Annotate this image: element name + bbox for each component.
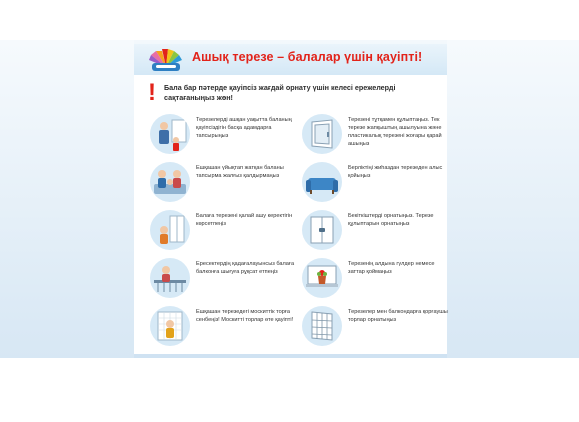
rule-item: [150, 162, 300, 206]
rule-label: Балаға терезені қалай ашу керектігін көрсетпеңіз: [196, 213, 293, 227]
rule-label: Ешқашан үйықтап жатқан баланы тапсырма жалғыз қалдырмаңыз: [196, 165, 284, 179]
rule-label: Берліктіңі жиһаздан терезеден алыс қойыңыз: [348, 165, 443, 179]
rule-item: [302, 258, 452, 302]
poster-header: [134, 44, 447, 75]
rule-label: Бекіткіштерді орнатыңыз. Терезе құлыптарын орнатыңыз: [348, 213, 434, 227]
child-window-danger-icon: [150, 210, 190, 250]
mosquito-net-icon: [150, 306, 190, 346]
sofa-icon: [302, 162, 342, 202]
safety-poster: [134, 44, 447, 354]
rule-item: [150, 210, 300, 254]
page-margin-bottom: [0, 358, 579, 422]
children-logo-icon: [148, 47, 184, 73]
open-window-child-icon: [150, 114, 190, 154]
rule-label: Ересектердің қадағалауынсыз балаға балконға шығуға рұқсат етпеңіз: [196, 261, 295, 275]
rule-item: [150, 306, 300, 350]
rule-label: Терезелер мен балкондарға қорғаушы торлар орнатыңыз: [348, 309, 448, 323]
rules-grid: [134, 114, 447, 350]
window-grille-icon: [302, 306, 342, 346]
rule-item: [302, 114, 452, 158]
flower-pot-icon: [302, 258, 342, 298]
rule-item: [302, 306, 452, 350]
window-limiter-icon: [302, 210, 342, 250]
intro-block: [134, 78, 447, 112]
window-lock-icon: [302, 114, 342, 154]
background-left: [0, 40, 134, 358]
intro-text: Бала бар пәтерде қауіпсіз жағдай орнату үшін келесі ережелерді сақтағаныңыз жөн!: [164, 83, 396, 102]
warning-mark: !: [148, 79, 156, 106]
rule-label: Терезелерді ашқан уақытта баланың қауіпсіздігін басқа адамдарға тапсырыңыз: [196, 117, 292, 139]
background-right: [447, 40, 579, 358]
rule-item: [150, 258, 300, 302]
rule-item: [302, 162, 452, 206]
rule-label: Ешқашан терезедегі москиттік торға сенбеңіз! Москитті торлар өте қауіпті!: [196, 309, 294, 323]
balcony-icon: [150, 258, 190, 298]
parents-child-icon: [150, 162, 190, 202]
rule-label: Терезені тұтқамен құлыптаңыз. Тек терезе жапқыштың ашылуына және пластикалық терезені жоғары қарай ашыңыз: [348, 117, 442, 147]
rule-item: [150, 114, 300, 158]
rule-label: Терезенің алдына гүлдер немесе заттар қоймаңыз: [348, 261, 435, 275]
poster-title: Ашық терезе – балалар үшін қауіпті!: [192, 50, 423, 64]
rule-item: [302, 210, 452, 254]
